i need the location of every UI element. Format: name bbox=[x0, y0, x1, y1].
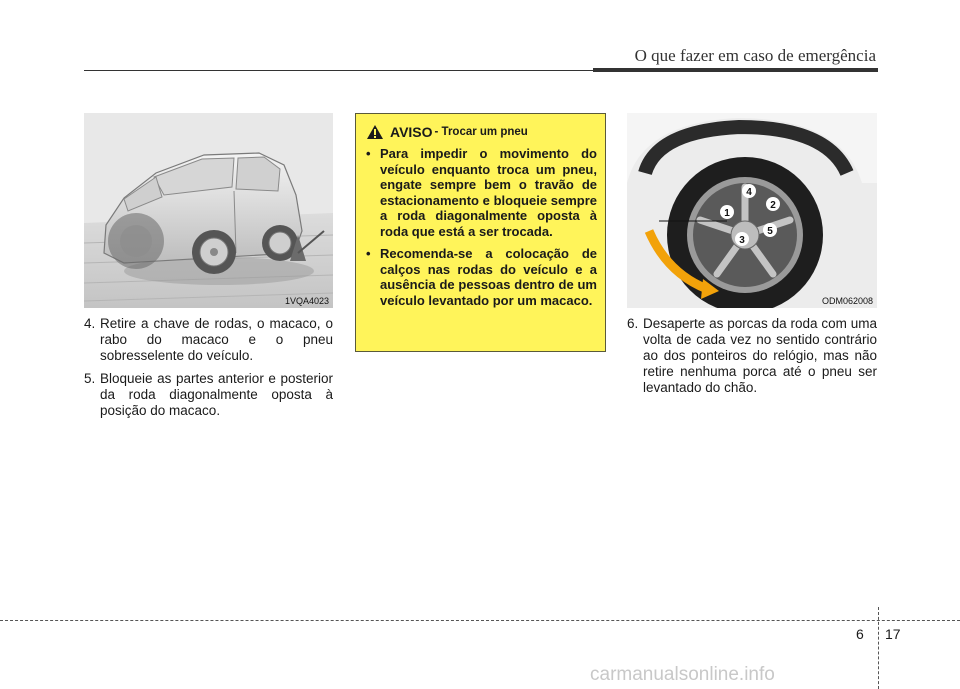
step-text: Retire a chave de rodas, o macaco, o rabo do macaco e o pneu sobresselente do veículo. bbox=[100, 316, 333, 363]
wheel-figure bbox=[627, 113, 877, 308]
lug-nut-3: 3 bbox=[739, 235, 745, 246]
warning-bullet-text: Recomenda-se a colocação de calços nas rodas do veículo e a ausência de pessoas dentro de um veículo levantado por um macaco. bbox=[380, 246, 597, 308]
warning-subtitle: - Trocar um pneu bbox=[434, 126, 528, 138]
warning-label: AVISO bbox=[390, 124, 433, 140]
watermark: carmanualsonline.info bbox=[590, 664, 775, 685]
page-number: 17 bbox=[885, 626, 901, 642]
step-number: 6. bbox=[627, 316, 639, 331]
warning-triangle-icon bbox=[366, 124, 384, 140]
warning-bullet: • Para impedir o movimento do veículo enquanto troca um pneu, engate sempre bem o travão de estacionamento e bloqueie sempre a roda diagonalmente oposta à roda que está a ser trocada. bbox=[366, 146, 597, 239]
lug-nut-2: 2 bbox=[770, 200, 776, 211]
figure-code: 1VQA4023 bbox=[284, 296, 329, 306]
lug-nut-1: 1 bbox=[724, 208, 730, 219]
warning-bullet: • Recomenda-se a colocação de calços nas rodas do veículo e a ausência de pessoas dentro de um veículo levantado por um macaco. bbox=[366, 246, 597, 308]
warning-bullet-text: Para impedir o movimento do veículo enquanto troca um pneu, engate sempre bem o travão de estacionamento e bloqueie sempre a roda diagonalmente oposta à roda que está a ser trocada. bbox=[380, 146, 597, 239]
list-item bbox=[84, 371, 333, 419]
warning-header bbox=[366, 124, 597, 140]
step-text: Desaperte as porcas da roda com uma volta de cada vez no sentido contrário ao dos ponteiros do relógio, mas não retire nenhuma porca até o pneu ser levantado do chão. bbox=[643, 316, 877, 395]
step-text: Bloqueie as partes anterior e posterior da roda diagonalmente oposta à posição do macaco. bbox=[100, 371, 333, 418]
right-instructions bbox=[627, 316, 877, 403]
lug-nut-5: 5 bbox=[767, 226, 773, 237]
step-number: 4. bbox=[84, 316, 96, 331]
car-jack-figure bbox=[84, 113, 333, 308]
list-item bbox=[84, 316, 333, 364]
footer-rule bbox=[0, 620, 960, 621]
figure-code: ODM062008 bbox=[821, 296, 873, 306]
left-instructions bbox=[84, 316, 333, 426]
footer-divider bbox=[878, 607, 879, 689]
chapter-number: 6 bbox=[856, 626, 864, 642]
page-header-title: O que fazer em caso de emergência bbox=[634, 46, 876, 65]
car-on-jack-illustration bbox=[84, 113, 333, 308]
wheel-lug-nuts-photo bbox=[627, 113, 877, 308]
step-number: 5. bbox=[84, 371, 96, 386]
lug-nut-4: 4 bbox=[746, 187, 752, 198]
list-item bbox=[627, 316, 877, 396]
warning-box bbox=[355, 113, 606, 352]
header-rule-accent bbox=[593, 68, 878, 72]
